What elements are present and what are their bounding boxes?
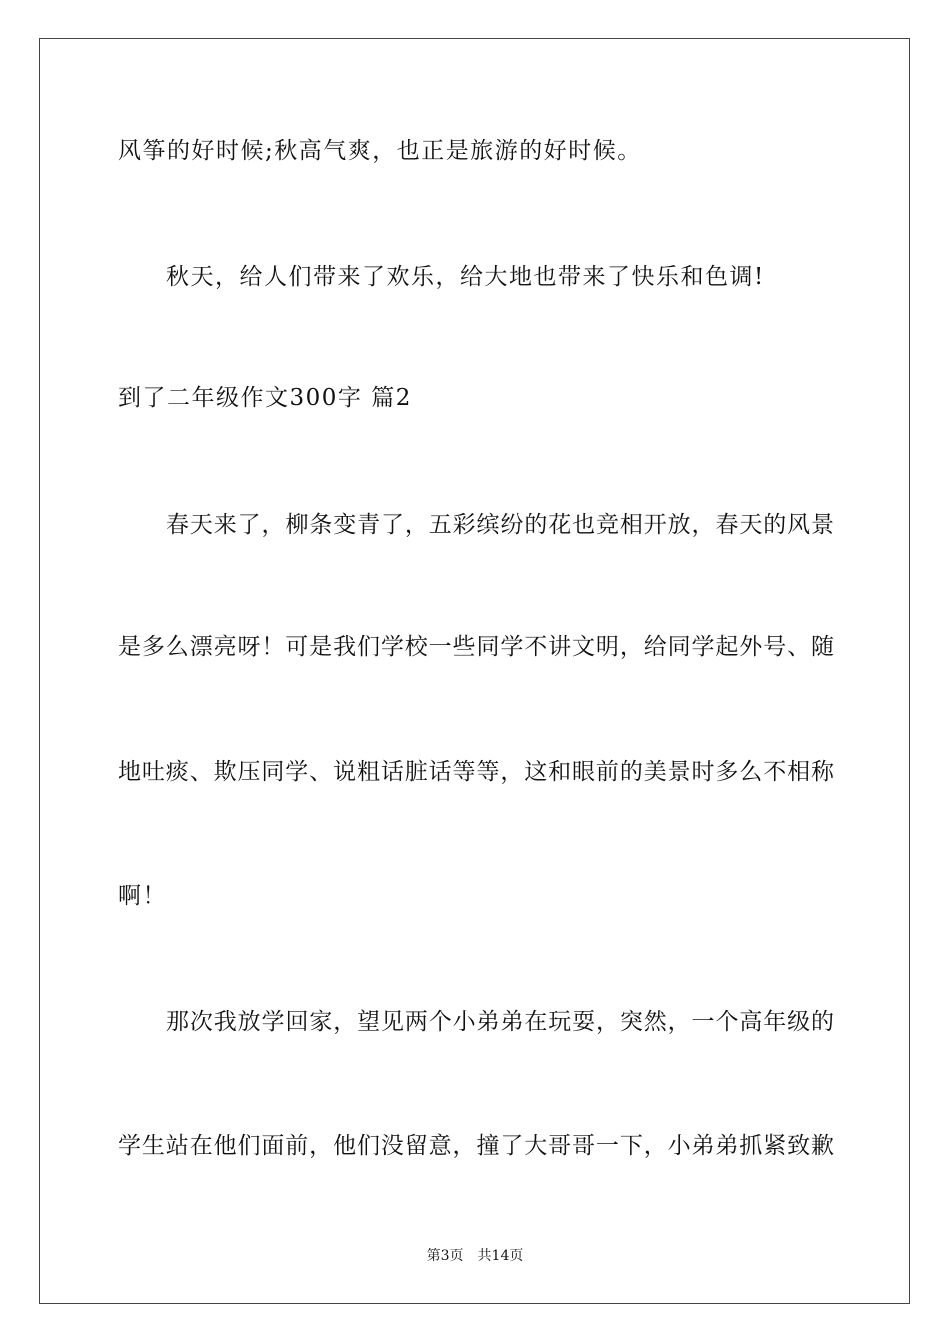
- paragraph-line-7: 那次我放学回家，望见两个小弟弟在玩耍，突然，一个高年级的: [166, 1009, 834, 1035]
- page-number: 第3页: [426, 1248, 464, 1264]
- paragraph-line-5: 地吐痰、欺压同学、说粗话脏话等等，这和眼前的美景时多么不相称: [118, 759, 834, 785]
- page-border: [39, 38, 910, 1304]
- paragraph-line-8: 学生站在他们面前，他们没留意，撞了大哥哥一下，小弟弟抓紧致歉: [118, 1133, 834, 1159]
- paragraph-line-1: 风筝的好时候;秋高气爽，也正是旅游的好时候。: [118, 138, 642, 164]
- section-heading: 到了二年级作文300字 篇2: [118, 385, 412, 411]
- paragraph-line-2: 秋天，给人们带来了欢乐，给大地也带来了快乐和色调!: [166, 264, 765, 290]
- paragraph-line-6: 啊！: [118, 883, 167, 909]
- page-footer: [0, 1247, 950, 1265]
- paragraph-line-4: 是多么漂亮呀！可是我们学校一些同学不讲文明，给同学起外号、随: [118, 634, 834, 660]
- paragraph-line-3: 春天来了，柳条变青了，五彩缤纷的花也竞相开放，春天的风景: [166, 512, 834, 538]
- page-total: 共14页: [477, 1248, 524, 1264]
